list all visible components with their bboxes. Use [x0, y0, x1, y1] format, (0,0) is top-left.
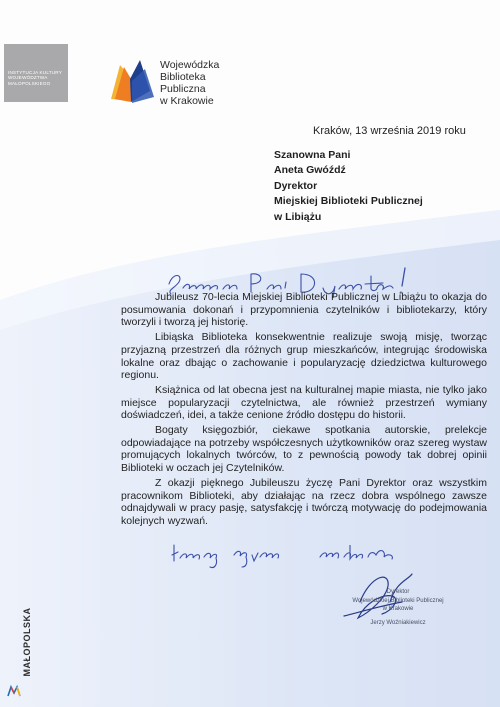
institution-line: MAŁOPOLSKIEGO: [8, 80, 51, 86]
malopolska-brand: MAŁOPOLSKA: [22, 607, 32, 677]
library-name-line: Publiczna: [160, 83, 206, 95]
stamp-line: Wojewódzkiej Biblioteki Publicznej: [352, 597, 444, 604]
library-name-line: w Krakowie: [160, 95, 214, 107]
addressee-block: [274, 148, 423, 225]
addressee-line: w Libiążu: [274, 210, 322, 223]
body-paragraph: Bogaty księgozbiór, ciekawe spotkania autorskie, prelekcje odpowiadające na potrzeby współczesnych użytkowników oraz szereg wystaw promujących lokalnych twórców, to z pewnością powody tak dobrej opinii Biblioteki w oczach jej Czytelników.: [121, 424, 487, 475]
body-paragraph: Z okazji pięknego Jubileuszu życzę Pani Dyrektor oraz wszystkim pracownikom Biblioteki, aby działając na rzecz dobra wspólnego zawsze odnajdywali w pracy pasję, satysfakcję i twórczą motywację do podejmowania kolejnych wyzwań.: [121, 476, 487, 527]
letter-date: Kraków, 13 września 2019 roku: [313, 125, 466, 137]
institution-line: WOJEWÓDZTWA: [8, 75, 48, 81]
body-paragraph: Libiąska Biblioteka konsekwentnie realizuje swoją misję, tworząc przyjazną przestrzeń dla różnych grup mieszkańców, integrując środowiska lokalne oraz dbając o zachowanie i popularyzację dziedzictwa kulturowego regionu.: [121, 331, 487, 382]
director-stamp: [323, 588, 473, 627]
addressee-line: Szanowna Pani: [274, 149, 351, 161]
stamp-line: w Krakowie: [382, 606, 414, 613]
stamp-line: Dyrektor: [386, 589, 410, 595]
malopolska-logo-icon: [7, 684, 21, 698]
body-paragraph: Jubileusz 70-lecia Miejskiej Biblioteki Publicznej w Libiążu to okazja do posumowania dokonań i przypomnienia czytelników i bibliotekarzy, który tworzyli i tworzą jej historię.: [121, 291, 487, 329]
library-name: [160, 59, 219, 107]
addressee-line: Aneta Gwóźdź: [274, 164, 346, 177]
institution-line: INSTYTUCJA KULTURY: [8, 70, 62, 75]
letter-body: [121, 291, 487, 528]
body-paragraph: Książnica od lat obecna jest na kulturalnej mapie miasta, nie tylko jako miejsce popularyzacji czytelnictwa, ale również przestrzeń wymiany doświadczeń, idei, a także cenione źródło dostępu do historii.: [121, 383, 487, 422]
addressee-line: Miejskiej Biblioteki Publicznej: [274, 195, 423, 208]
institution-label: [8, 70, 68, 86]
library-name-line: Biblioteka: [160, 71, 206, 83]
stamp-line: Jerzy Woźniakiewicz: [370, 619, 426, 626]
handwritten-closing: [170, 537, 400, 571]
addressee-line: Dyrektor: [274, 179, 318, 192]
library-name-line: Wojewódzka: [160, 59, 220, 71]
open-book-logo-icon: [106, 57, 156, 105]
